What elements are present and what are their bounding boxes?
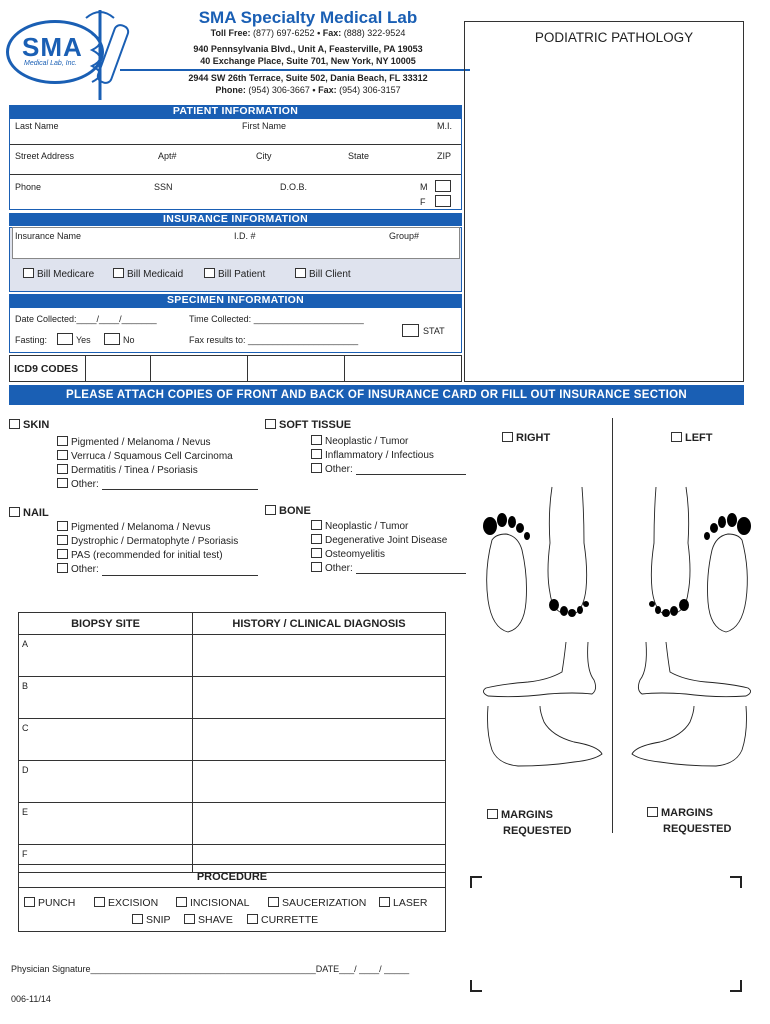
specimen-info-header: SPECIMEN INFORMATION (9, 294, 462, 307)
soft-tissue-option[interactable]: Neoplastic / Tumor (311, 435, 408, 447)
soft-tissue-option[interactable]: Inflammatory / Infectious (311, 449, 434, 461)
insurance-group-label: Group# (389, 231, 420, 241)
left-foot-medial-illustration[interactable] (626, 702, 756, 772)
checkbox-icon[interactable] (23, 268, 34, 278)
sex-f-label: F (420, 197, 426, 207)
checkbox-icon[interactable] (487, 809, 498, 819)
biopsy-site-header: BIOPSY SITE (19, 613, 193, 635)
zip-label: ZIP (437, 151, 452, 161)
checkbox-icon[interactable] (24, 897, 35, 907)
pathology-box[interactable] (464, 21, 744, 382)
patient-row-divider (10, 144, 461, 145)
history-cell[interactable] (193, 719, 446, 761)
procedure-option[interactable]: CURRETTE (247, 914, 318, 926)
right-foot-label[interactable]: RIGHT (502, 432, 550, 444)
nail-option[interactable]: PAS (recommended for initial test) (57, 549, 223, 561)
skin-option[interactable]: Dermatitis / Tinea / Psoriasis (57, 464, 198, 476)
patient-info-header: PATIENT INFORMATION (9, 105, 462, 118)
biopsy-row-label: C (19, 719, 193, 761)
procedure-title: PROCEDURE (196, 871, 268, 883)
fax-results[interactable]: Fax results to: ______________________ (189, 335, 359, 345)
logo-subtitle: Medical Lab, Inc. (24, 60, 77, 67)
physician-signature-line[interactable]: Physician Signature_____________________________________________DATE___/ ____/ _____ (11, 964, 410, 974)
left-margins-option[interactable]: MARGINS (647, 807, 713, 819)
nail-other-line[interactable] (102, 575, 258, 576)
table-row[interactable] (19, 761, 446, 803)
checkbox-icon[interactable] (57, 464, 68, 474)
checkbox-icon[interactable] (113, 268, 124, 278)
fasting-no-label: No (123, 335, 135, 345)
checkbox-icon[interactable] (57, 521, 68, 531)
phone-label: Phone (15, 182, 42, 192)
fasting-yes-checkbox[interactable] (57, 333, 73, 345)
left-foot-top-illustration[interactable] (640, 483, 700, 623)
patient-row-divider (10, 174, 461, 175)
bone-option[interactable]: Neoplastic / Tumor (311, 520, 408, 532)
dob-label: D.O.B. (280, 182, 308, 192)
left-margins-line2: REQUESTED (663, 823, 732, 835)
insurance-info-header: INSURANCE INFORMATION (9, 213, 462, 226)
biopsy-row-label: D (19, 761, 193, 803)
skin-option[interactable]: Other: (57, 478, 99, 490)
icd9-divider (247, 356, 248, 381)
history-header: HISTORY / CLINICAL DIAGNOSIS (193, 613, 446, 635)
label-area-corner (730, 980, 742, 992)
sex-m-label: M (420, 182, 428, 192)
history-cell[interactable] (193, 635, 446, 677)
skin-section-title[interactable]: SKIN (9, 419, 49, 431)
stat-checkbox[interactable] (402, 324, 419, 337)
checkbox-icon[interactable] (265, 419, 276, 429)
checkbox-icon[interactable] (57, 563, 68, 573)
address-2: 40 Exchange Place, Suite 701, New York, NY 10005 (200, 56, 416, 66)
checkbox-icon[interactable] (204, 268, 215, 278)
street-label: Street Address (15, 151, 75, 161)
left-foot-lateral-illustration[interactable] (626, 640, 756, 700)
checkbox-icon[interactable] (132, 914, 143, 924)
header-divider (120, 69, 470, 71)
first-name-label: First Name (242, 121, 287, 131)
phone-line: Phone: (954) 306-3667 • Fax: (954) 306-3157 (215, 85, 401, 95)
label-area-corner (470, 980, 482, 992)
checkbox-icon[interactable] (502, 432, 513, 442)
checkbox-icon[interactable] (176, 897, 187, 907)
patient-info-panel (9, 118, 462, 210)
procedure-option[interactable]: EXCISION (94, 897, 158, 909)
nail-section-title[interactable]: NAIL (9, 507, 49, 519)
checkbox-icon[interactable] (311, 435, 322, 445)
checkbox-icon[interactable] (671, 432, 682, 442)
checkbox-icon[interactable] (57, 549, 68, 559)
checkbox-icon[interactable] (57, 450, 68, 460)
nail-option[interactable]: Pigmented / Melanoma / Nevus (57, 521, 211, 533)
right-margins-option[interactable]: MARGINS (487, 809, 553, 821)
checkbox-icon[interactable] (265, 505, 276, 515)
icd9-label: ICD9 CODES (14, 363, 79, 375)
left-foot-sole-illustration[interactable] (694, 510, 756, 640)
procedure-option[interactable]: SHAVE (184, 914, 233, 926)
skin-option[interactable]: Verruca / Squamous Cell Carcinoma (57, 450, 233, 462)
toll-free-line: Toll Free: (877) 697-6252 • Fax: (888) 322-9524 (210, 28, 406, 38)
fasting-no-checkbox[interactable] (104, 333, 120, 345)
checkbox-icon[interactable] (57, 478, 68, 488)
biopsy-row-label: B (19, 677, 193, 719)
bone-other-line[interactable] (356, 573, 466, 574)
apt-label: Apt# (158, 151, 177, 161)
history-cell[interactable] (193, 677, 446, 719)
checkbox-icon[interactable] (268, 897, 279, 907)
checkbox-icon[interactable] (57, 436, 68, 446)
table-row[interactable] (19, 719, 446, 761)
checkbox-icon[interactable] (311, 449, 322, 459)
icd9-divider (344, 356, 345, 381)
logo-letters: SMA (22, 32, 83, 62)
soft-tissue-option[interactable]: Other: (311, 463, 353, 475)
bone-section-title[interactable]: BONE (265, 505, 311, 517)
nail-option[interactable]: Dystrophic / Dermatophyte / Psoriasis (57, 535, 238, 547)
history-cell[interactable] (193, 803, 446, 845)
right-foot-medial-illustration[interactable] (478, 640, 608, 700)
biopsy-table (18, 612, 446, 873)
bill-medicaid-option[interactable]: Bill Medicaid (113, 268, 183, 280)
insurance-id-label: I.D. # (234, 231, 256, 241)
label-area-corner (470, 876, 482, 888)
table-row[interactable] (19, 635, 446, 677)
procedure-option[interactable]: SAUCERIZATION (268, 897, 366, 909)
form-code: 006-11/14 (11, 994, 51, 1004)
checkbox-icon[interactable] (311, 463, 322, 473)
procedure-option[interactable]: SNIP (132, 914, 171, 926)
table-row[interactable] (19, 677, 446, 719)
soft-tissue-other-line[interactable] (356, 474, 466, 475)
checkbox-icon[interactable] (311, 520, 322, 530)
bill-client-option[interactable]: Bill Client (295, 268, 351, 280)
checkbox-icon[interactable] (9, 507, 20, 517)
city-label: City (256, 151, 272, 161)
sex-m-checkbox[interactable] (435, 180, 451, 192)
right-margins-line2: REQUESTED (503, 825, 572, 837)
bone-option[interactable]: Osteomyelitis (311, 548, 385, 560)
bill-patient-option[interactable]: Bill Patient (204, 268, 265, 280)
address-3: 2944 SW 26th Terrace, Suite 502, Dania Beach, FL 33312 (188, 73, 428, 83)
procedure-divider (18, 887, 446, 888)
address-1: 940 Pennsylvania Blvd., Unit A, Feasterville, PA 19053 (193, 44, 423, 54)
stat-label: STAT (423, 326, 445, 336)
checkbox-icon[interactable] (184, 914, 195, 924)
lab-name: SMA Specialty Medical Lab (198, 8, 418, 27)
bone-option[interactable]: Degenerative Joint Disease (311, 534, 447, 546)
label-area-corner (730, 876, 742, 888)
checkbox-icon[interactable] (295, 268, 306, 278)
checkbox-icon[interactable] (311, 534, 322, 544)
sex-f-checkbox[interactable] (435, 195, 451, 207)
history-cell[interactable] (193, 761, 446, 803)
insurance-notice: PLEASE ATTACH COPIES OF FRONT AND BACK OF INSURANCE CARD OR FILL OUT INSURANCE SECTION (9, 385, 744, 405)
state-label: State (348, 151, 370, 161)
last-name-label: Last Name (15, 121, 59, 131)
biopsy-row-label: E (19, 803, 193, 845)
fasting-label: Fasting: (15, 335, 48, 345)
checkbox-icon[interactable] (247, 914, 258, 924)
mi-label: M.I. (437, 121, 452, 131)
ssn-label: SSN (154, 182, 173, 192)
checkbox-icon[interactable] (94, 897, 105, 907)
checkbox-icon[interactable] (311, 548, 322, 558)
checkbox-icon[interactable] (57, 535, 68, 545)
checkbox-icon[interactable] (311, 562, 322, 572)
bill-medicare-option[interactable]: Bill Medicare (23, 268, 94, 280)
right-foot-lateral-illustration[interactable] (478, 702, 608, 772)
procedure-option[interactable]: LASER (379, 897, 427, 909)
biopsy-row-label: F (19, 845, 193, 873)
right-foot-sole-illustration[interactable] (478, 510, 540, 640)
soft-tissue-section-title[interactable]: SOFT TISSUE (265, 419, 351, 431)
fasting-yes-label: Yes (76, 335, 91, 345)
insurance-name-label: Insurance Name (15, 231, 82, 241)
right-foot-top-illustration[interactable] (538, 483, 598, 623)
icd9-divider (150, 356, 151, 381)
skin-option[interactable]: Pigmented / Melanoma / Nevus (57, 436, 211, 448)
biopsy-row-label: A (19, 635, 193, 677)
checkbox-icon[interactable] (379, 897, 390, 907)
checkbox-icon[interactable] (9, 419, 20, 429)
date-collected[interactable]: Date Collected:____/____/_______ (15, 314, 157, 324)
table-row[interactable] (19, 803, 446, 845)
procedure-option[interactable]: PUNCH (24, 897, 75, 909)
feet-divider (612, 418, 613, 833)
time-collected[interactable]: Time Collected: ______________________ (189, 314, 364, 324)
nail-option[interactable]: Other: (57, 563, 99, 575)
procedure-option[interactable]: INCISIONAL (176, 897, 250, 909)
left-foot-label[interactable]: LEFT (671, 432, 713, 444)
icd9-divider (85, 356, 86, 381)
bone-option[interactable]: Other: (311, 562, 353, 574)
checkbox-icon[interactable] (647, 807, 658, 817)
skin-other-line[interactable] (102, 489, 258, 490)
form-title: PODIATRIC PATHOLOGY (534, 30, 694, 45)
